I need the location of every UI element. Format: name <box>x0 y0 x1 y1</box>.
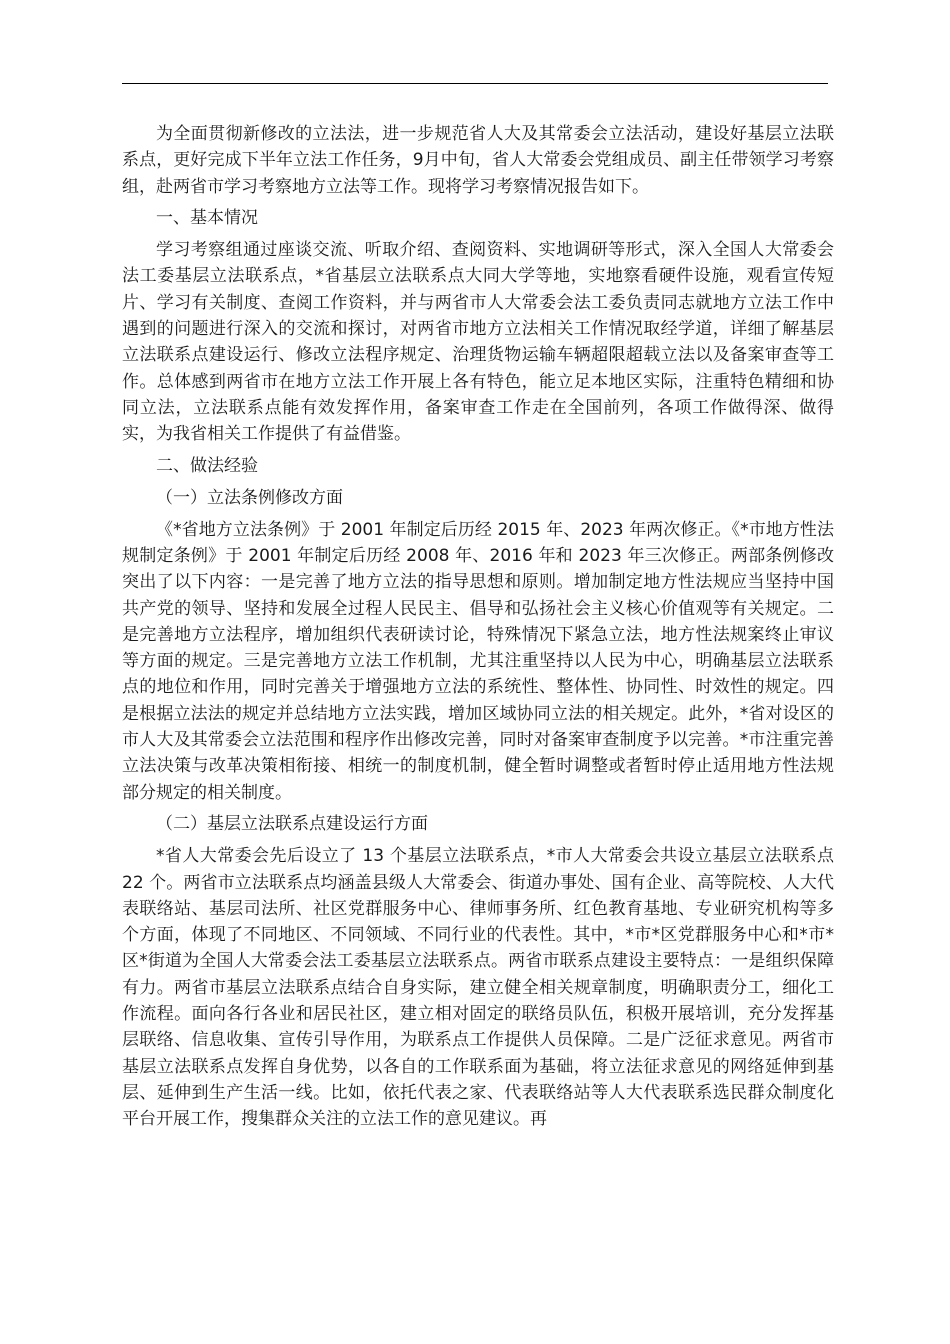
contact-points-paragraph: *省人大常委会先后设立了 13 个基层立法联系点，*市人大常委会共设立基层立法联系点 22 个。两省市立法联系点均涵盖县级人大常委会、街道办事处、国有企业、高等院校、人大代表联络站、基层司法所、社区党群服务中心、律师事务所、红色教育基地、专业研究机构等多个方面，体现了不同地区、不同领域、不同行业的代表性。其中，*市*区党群服务中心和*市*区*街道为全国人大常委会法工委基层立法联系点。两省市联系点建设主要特点：一是组织保障有力。两省市基层立法联系点结合自身实际，建立健全相关规章制度，明确职责分工，细化工作流程。面向各行各业和居民社区，建立相对固定的联络员队伍，积极开展培训，充分发挥基层联络、信息收集、宣传引导作用，为联系点工作提供人员保障。二是广泛征求意见。两省市基层立法联系点发挥自身优势，以各自的工作联系面为基础，将立法征求意见的网络延伸到基层、延伸到生产生活一线。比如，依托代表之家、代表联络站等人大代表联系选民群众制度化平台开展工作，搜集群众关注的立法工作的意见建议。再 <box>122 846 834 1130</box>
section-heading-basic: 一、基本情况 <box>156 208 258 229</box>
intro-paragraph: 为全面贯彻新修改的立法法，进一步规范省人大及其常委会立法活动，建设好基层立法联系点，更好完成下半年立法工作任务，9月中旬，省人大常委会党组成员、副主任带领学习考察组，赴两省市学习考察地方立法等工作。现将学习考察情况报告如下。 <box>122 124 834 197</box>
header-rule <box>122 83 828 84</box>
subheading-contact-points: （二）基层立法联系点建设运行方面 <box>156 814 428 835</box>
section-heading-practice: 二、做法经验 <box>156 456 258 477</box>
subheading-regulation: （一）立法条例修改方面 <box>156 487 343 508</box>
basic-info-paragraph: 学习考察组通过座谈交流、听取介绍、查阅资料、实地调研等形式，深入全国人大常委会法工委基层立法联系点，*省基层立法联系点大同大学等地，实地察看硬件设施，观看宣传短片、学习有关制度、查阅工作资料，并与两省市人大常委会法工委负责同志就地方立法工作中遇到的问题进行深入的交流和探讨，对两省市地方立法相关工作情况取经学道，详细了解基层立法联系点建设运行、修改立法程序规定、治理货物运输车辆超限超载立法以及备案审查等工作。总体感到两省市在地方立法工作开展上各有特色，能立足本地区实际，注重特色精细和协同立法，立法联系点能有效发挥作用，备案审查工作走在全国前列，各项工作做得深、做得实，为我省相关工作提供了有益借鉴。 <box>122 240 834 445</box>
regulation-paragraph: 《*省地方立法条例》于 2001 年制定后历经 2015 年、2023 年两次修正。《*市地方性法规制定条例》于 2001 年制定后历经 2008 年、2016 年和 2023 年三次修正。两部条例修改突出了以下内容：一是完善了地方立法的指导思想和原则。增加制定地方性法规应当坚持中国共产党的领导、坚持和发展全过程人民民主、倡导和弘扬社会主义核心价值观等有关规定。二是完善地方立法程序，增加组织代表研读讨论，特殊情况下紧急立法，地方性法规案终止审议等方面的规定。三是完善地方立法工作机制，尤其注重坚持以人民为中心，明确基层立法联系点的地位和作用，同时完善关于增强地方立法的系统性、整体性、协同性、时效性的规定。四是根据立法法的规定并总结地方立法实践，增加区域协同立法的相关规定。此外，*省对设区的市人大及其常委会立法范围和程序作出修改完善，同时对备案审查制度予以完善。*市注重完善立法决策与改革决策相衔接、相统一的制度机制，健全暂时调整或者暂时停止适用地方性法规部分规定的相关制度。 <box>122 519 834 803</box>
document-body <box>122 121 834 1138</box>
